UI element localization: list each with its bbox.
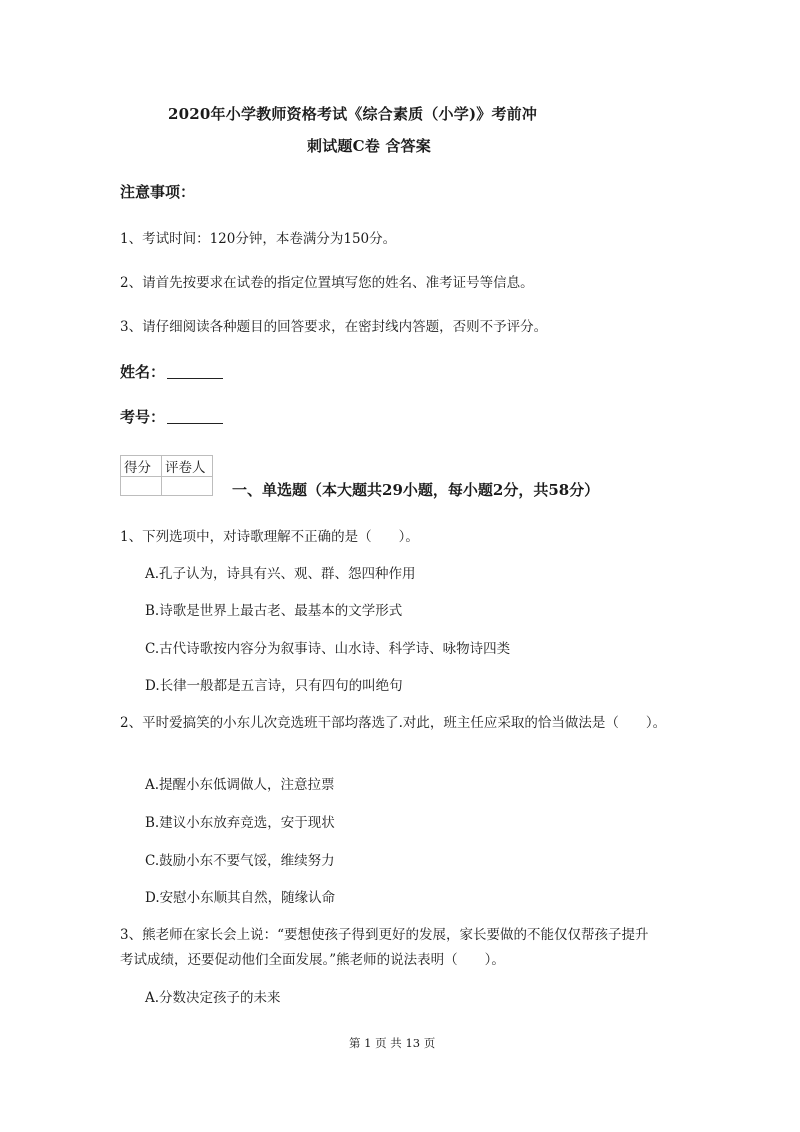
notice-item-1: 1、考试时间：120分钟，本卷满分为150分。: [120, 231, 397, 247]
question-2-stem: 2、平时爱搞笑的小东儿次竞选班干部均落选了.对此，班主任应采取的恰当做法是（ ）。: [120, 715, 667, 731]
question-1-option-a: A.孔子认为，诗具有兴、观、群、怨四种作用: [145, 566, 416, 582]
question-1-option-d: D.长律一般都是五言诗，只有四句的叫绝句: [145, 678, 403, 694]
grader-cell[interactable]: [162, 477, 213, 496]
question-3-stem-line-1: 3、熊老师在家长会上说：“要想使孩子得到更好的发展，家长要做的不能仅仅帮孩子提升: [120, 927, 649, 943]
question-1-option-b: B.诗歌是世界上最古老、最基本的文学形式: [145, 603, 403, 619]
question-2-option-b: B.建议小东放弃竞选，安于现状: [145, 815, 335, 831]
section-heading: 一、单选题（本大题共29小题，每小题2分，共58分）: [232, 481, 600, 499]
exam-id-field: [120, 406, 223, 427]
name-field: [120, 361, 223, 382]
question-3-option-a: A.分数决定孩子的未来: [145, 990, 281, 1006]
name-blank[interactable]: [167, 364, 223, 379]
score-table: [120, 455, 213, 496]
score-cell[interactable]: [121, 477, 162, 496]
name-label: 姓名：: [120, 363, 166, 381]
question-1-option-c: C.古代诗歌按内容分为叙事诗、山水诗、科学诗、咏物诗四类: [145, 641, 511, 657]
page-footer: 第 1 页 共 13 页: [349, 1036, 436, 1050]
title-line-1: 2020年小学教师资格考试《综合素质（小学)》考前冲: [168, 105, 538, 123]
question-2-option-d: D.安慰小东顺其自然，随缘认命: [145, 890, 336, 906]
question-2-option-c: C.鼓励小东不要气馁，维续努力: [145, 853, 335, 869]
title-line-2: 刺试题C卷 含答案: [307, 137, 431, 155]
score-header: 得分: [121, 456, 162, 477]
notice-item-2: 2、请首先按要求在试卷的指定位置填写您的姓名、准考证号等信息。: [120, 275, 534, 291]
exam-id-blank[interactable]: [167, 409, 223, 424]
question-2-option-a: A.提醒小东低调做人，注意拉票: [145, 777, 335, 793]
exam-id-label: 考号：: [120, 408, 166, 426]
question-1-stem: 1、下列选项中，对诗歌理解不正确的是（ ）。: [120, 529, 419, 545]
notice-item-3: 3、请仔细阅读各种题目的回答要求，在密封线内答题，否则不予评分。: [120, 319, 548, 335]
notice-heading: 注意事项：: [120, 183, 196, 201]
question-3-stem-line-2: 考试成绩，还要促动他们全面发展。”熊老师的说法表明（ ）。: [120, 952, 505, 968]
grader-header: 评卷人: [162, 456, 213, 477]
